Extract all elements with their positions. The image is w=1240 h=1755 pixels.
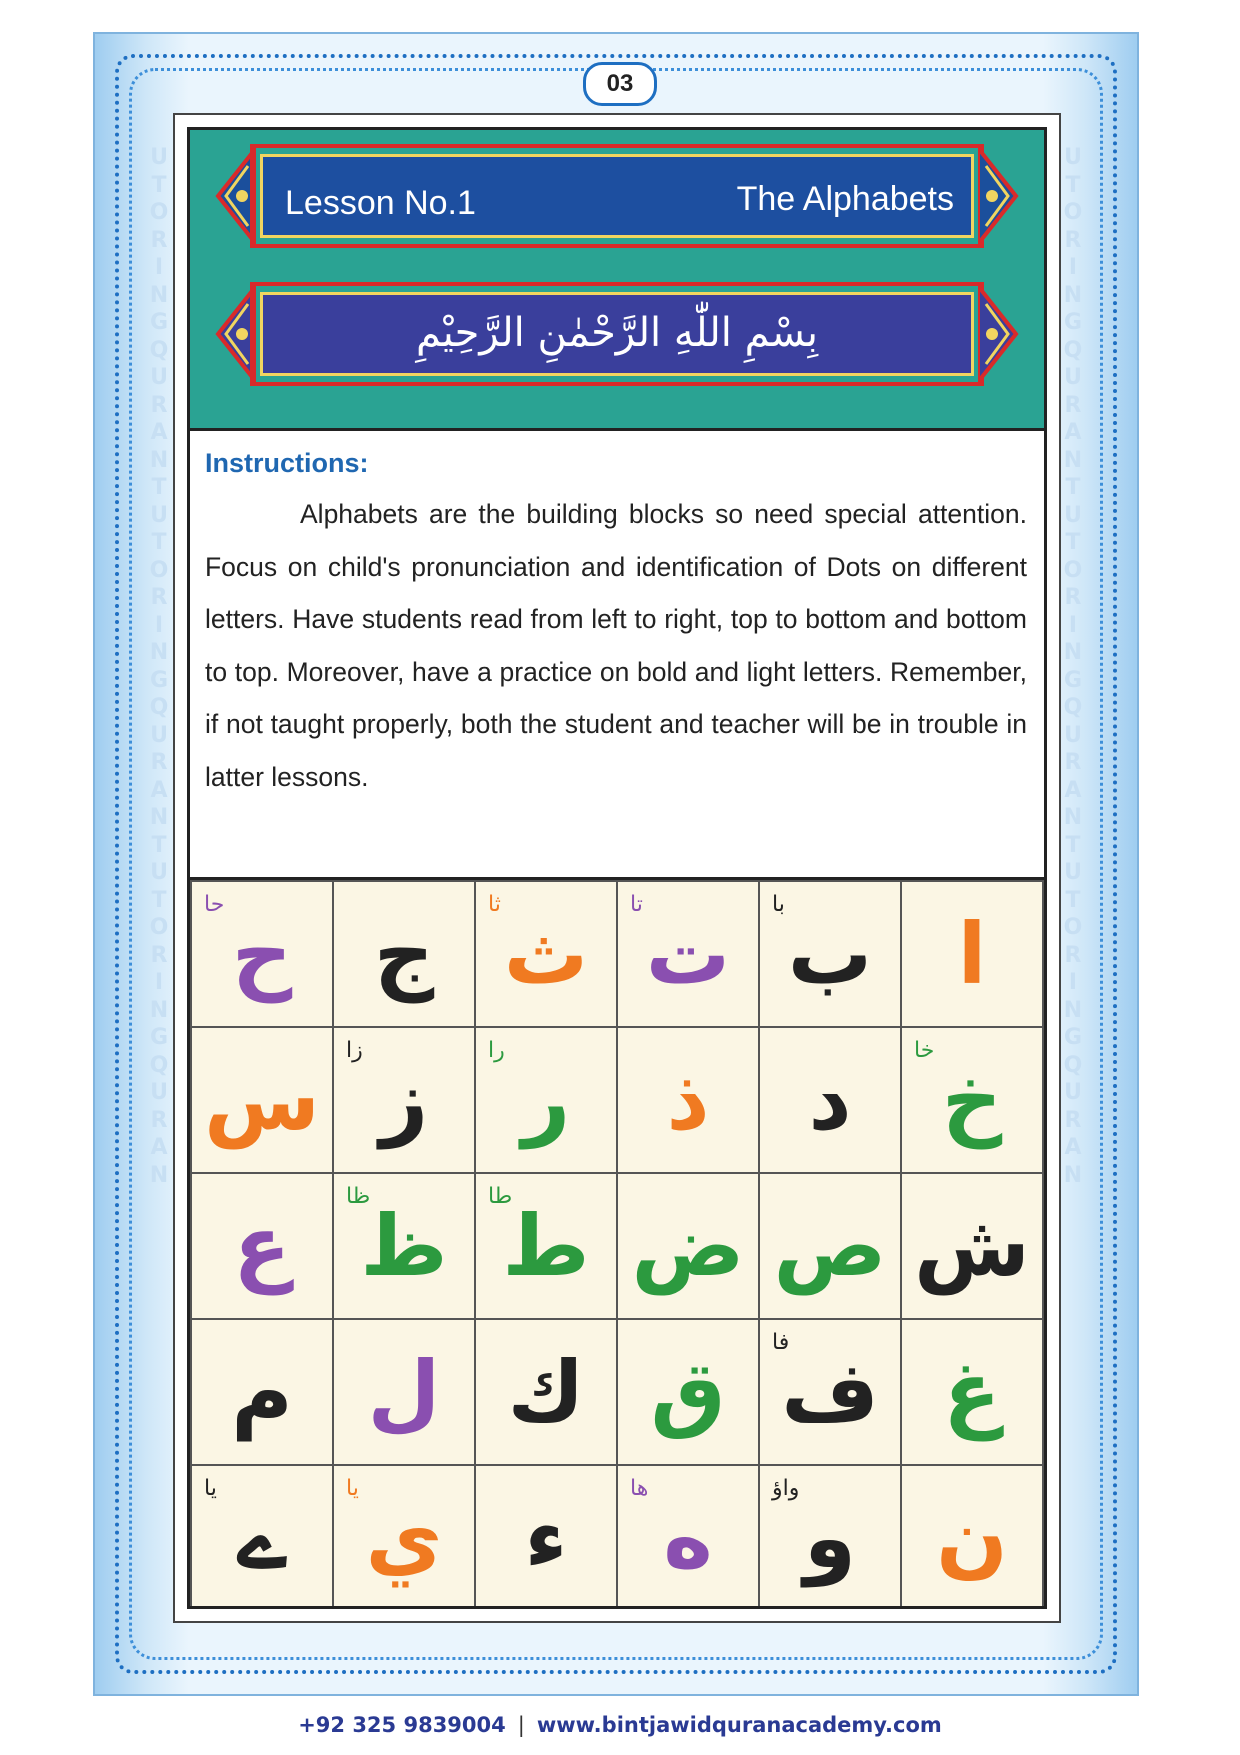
footer-phone: +92 325 9839004 — [298, 1713, 506, 1737]
arabic-letter: ت — [645, 905, 731, 1003]
letter-name: ظا — [346, 1184, 371, 1209]
arabic-letter: ش — [914, 1197, 1030, 1295]
letter-cell — [759, 881, 901, 1027]
letter-cell — [759, 1465, 901, 1609]
lesson-number: Lesson No.1 — [285, 184, 476, 222]
letter-cell — [333, 1465, 475, 1609]
bismillah-banner — [208, 282, 1026, 386]
letter-cell — [759, 1173, 901, 1319]
letter-name: ثا — [488, 892, 501, 917]
letter-cell — [333, 1319, 475, 1465]
lesson-title-banner — [208, 144, 1026, 248]
arabic-letter: ء — [524, 1489, 568, 1587]
letter-name: با — [772, 892, 785, 917]
letter-name: یا — [346, 1476, 359, 1501]
letter-cell — [901, 1465, 1043, 1609]
letter-cell — [617, 1319, 759, 1465]
letter-cell — [333, 1173, 475, 1319]
footer-website[interactable]: www.bintjawidquranacademy.com — [536, 1713, 942, 1737]
lesson-title: The Alphabets — [736, 180, 954, 218]
arabic-letter: ف — [781, 1343, 879, 1441]
banner-ornament-left — [208, 144, 256, 248]
letter-cell — [759, 1027, 901, 1173]
side-watermark-left: UTORINGQURANTUTORINGQURANTUTORINGQURAN — [149, 145, 169, 1188]
side-watermark-right: UTORINGQURANTUTORINGQURANTUTORINGQURAN — [1063, 145, 1083, 1188]
letter-name: فا — [772, 1330, 790, 1355]
letter-cell — [617, 1173, 759, 1319]
arabic-letter: ب — [787, 905, 873, 1003]
letter-cell — [191, 1319, 333, 1465]
letter-cell — [475, 1465, 617, 1609]
footer-separator: | — [517, 1713, 525, 1737]
arabic-letter: ر — [521, 1051, 571, 1149]
arabic-letter: ذ — [666, 1051, 710, 1149]
letter-name: طا — [488, 1184, 513, 1209]
arabic-letter: س — [204, 1051, 320, 1149]
arabic-letter: ج — [373, 905, 435, 1003]
arabic-letter: خ — [941, 1051, 1003, 1149]
letter-name: زا — [346, 1038, 363, 1063]
letter-name: تا — [630, 892, 643, 917]
banner-ornament-right — [978, 144, 1026, 248]
letter-row — [191, 1027, 1043, 1173]
letter-cell — [617, 1465, 759, 1609]
arabic-letter: ط — [502, 1197, 590, 1295]
letter-cell — [475, 1173, 617, 1319]
letter-row — [191, 1173, 1043, 1319]
letter-cell — [191, 1027, 333, 1173]
letter-row — [191, 1465, 1043, 1609]
letter-cell — [191, 1173, 333, 1319]
arabic-letter: ح — [231, 905, 293, 1003]
lesson-panel — [187, 127, 1047, 1609]
letter-name: را — [488, 1038, 505, 1063]
arabic-letter: م — [231, 1343, 293, 1441]
footer — [0, 1713, 1240, 1737]
letter-name: یا — [204, 1476, 217, 1501]
arabic-letter: ے — [237, 1489, 287, 1587]
letter-name: واؤ — [772, 1476, 800, 1501]
divider — [190, 428, 1044, 431]
letter-cell — [191, 881, 333, 1027]
letter-cell — [617, 881, 759, 1027]
letter-cell — [901, 1027, 1043, 1173]
arabic-letter: ظ — [360, 1197, 448, 1295]
bismillah-text: بِسْمِ اللّٰهِ الرَّحْمٰنِ الرَّحِيْمِ — [415, 310, 819, 356]
arabic-letter: ض — [631, 1197, 745, 1295]
letter-cell — [333, 881, 475, 1027]
letter-cell — [901, 881, 1043, 1027]
arabic-letter: غ — [943, 1343, 1001, 1441]
arabic-letter: ص — [773, 1197, 887, 1295]
arabic-letter: ث — [503, 905, 589, 1003]
arabic-letter: ي — [365, 1489, 443, 1587]
letter-cell — [333, 1027, 475, 1173]
page-number: 03 — [583, 62, 657, 106]
letter-cell — [759, 1319, 901, 1465]
arabic-letter: ع — [233, 1197, 291, 1295]
letter-name: ها — [630, 1476, 649, 1501]
arabic-letter: و — [803, 1489, 857, 1587]
letter-row — [191, 1319, 1043, 1465]
arabic-letter: ق — [650, 1343, 726, 1441]
letter-cell — [475, 1027, 617, 1173]
letter-cell — [901, 1319, 1043, 1465]
letter-name: حا — [204, 892, 225, 917]
arabic-letter: د — [808, 1051, 852, 1149]
instructions-text: Alphabets are the building blocks so need special attention. Focus on child's pronunciation and identification of Dots on different letters. Have students read from left to right, top to bottom and bottom to top. Moreover, have a practice on bold and light letters. Remember, if not taught properly, both the student and teacher will be in trouble in latter lessons. — [205, 499, 1027, 792]
arabic-letter: ز — [379, 1051, 429, 1149]
alphabet-grid — [190, 877, 1044, 1609]
letter-cell — [617, 1027, 759, 1173]
letter-name: خا — [914, 1038, 935, 1063]
instructions-title: Instructions: — [205, 448, 369, 478]
letter-row — [191, 881, 1043, 1027]
arabic-letter: ه — [663, 1489, 713, 1587]
arabic-letter: ا — [957, 905, 987, 1003]
alphabet-table — [190, 880, 1044, 1609]
letter-cell — [901, 1173, 1043, 1319]
arabic-letter: ك — [507, 1343, 585, 1441]
header-banners — [190, 130, 1044, 428]
letter-cell — [191, 1465, 333, 1609]
letter-cell — [475, 1319, 617, 1465]
arabic-letter: ل — [367, 1343, 441, 1441]
letter-cell — [475, 881, 617, 1027]
arabic-letter: ن — [936, 1489, 1008, 1587]
